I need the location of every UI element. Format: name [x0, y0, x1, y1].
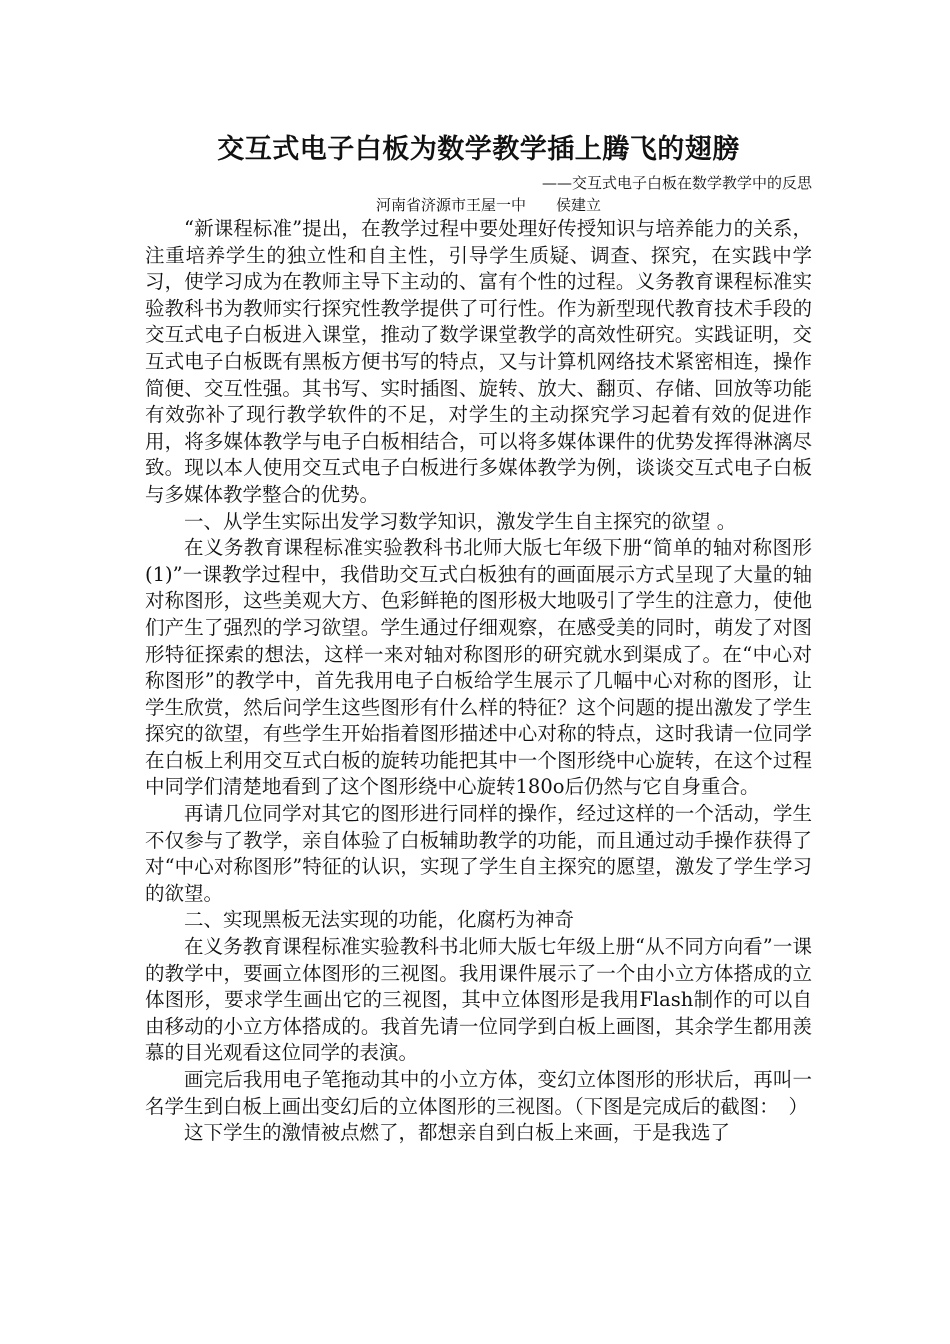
section-heading-1: 一、从学生实际出发学习数学知识，激发学生自主探究的欲望 。	[184, 509, 737, 533]
paragraph-section1-a: 在义务教育课程标准实验教科书北师大版七年级下册“简单的轴对称图形(1)”一课教学过程中，我借助交互式白板独有的画面展示方式呈现了大量的轴对称图形，这些美观大方、色彩鲜艳的图形极大地吸引了学生的注意力，使他们产生了强烈的学习欲望。学生通过仔细观察，在感受美的同时，萌发了对图形特征探索的想法，这样一来对轴对称图形的研究就水到渠成了。在“中心对称图形”的教学中，首先我用电子白板给学生展示了几幅中心对称的图形，让学生欣赏，然后问学生这些图形有什么样的特征？这个问题的提出激发了学生探究的欲望，有些学生开始指着图形描述中心对称的特点，这时我请一位同学在白板上利用交互式白板的旋转功能把其中一个图形绕中心旋转，在这个过程中同学们清楚地看到了这个图形绕中心旋转180o后仍然与它自身重合。	[145, 536, 812, 799]
document-title: 交互式电子白板为数学教学插上腾飞的翅膀	[217, 134, 740, 165]
document-page	[145, 128, 812, 1147]
document-subtitle: ——交互式电子白板在数学教学中的反思	[541, 174, 812, 192]
document-body	[145, 216, 812, 1147]
paragraph-section2-a: 在义务教育课程标准实验教科书北师大版七年级上册“从不同方向看”一课的教学中，要画立体图形的三视图。我用课件展示了一个由小立方体搭成的立体图形，要求学生画出它的三视图，其中立体图形是我用Flash制作的可以自由移动的小立方体搭成的。我首先请一位同学到白板上画图，其余学生都用羡慕的目光观看这位同学的表演。	[145, 935, 812, 1065]
author-line: 河南省济源市王屋一中 侯建立	[375, 196, 601, 214]
section-heading-2: 二、实现黑板无法实现的功能，化腐朽为神奇	[184, 908, 575, 932]
paragraph-section2-b: 画完后我用电子笔拖动其中的小立方体，变幻立体图形的形状后，再叫一名学生到白板上画出变幻后的立体图形的三视图。（下图是完成后的截图： ）	[145, 1068, 812, 1118]
paragraph-section1-b: 再请几位同学对其它的图形进行同样的操作，经过这样的一个活动，学生不仅参与了教学，亲自体验了白板辅助教学的功能，而且通过动手操作获得了对“中心对称图形”特征的认识，实现了学生自主探究的愿望，激发了学生学习的欲望。	[145, 802, 812, 905]
paragraph-intro: “新课程标准”提出，在教学过程中要处理好传授知识与培养能力的关系，注重培养学生的独立性和自主性，引导学生质疑、调查、探究，在实践中学习，使学习成为在教师主导下主动的、富有个性的过程。义务教育课程标准实验教科书为教师实行探究性教学提供了可行性。作为新型现代教育技术手段的交互式电子白板进入课堂，推动了数学课堂教学的高效性研究。实践证明，交互式电子白板既有黑板方便书写的特点，又与计算机网络技术紧密相连，操作简便、交互性强。其书写、实时插图、旋转、放大、翻页、存储、回放等功能有效弥补了现行教学软件的不足，对学生的主动探究学习起着有效的促进作用，将多媒体教学与电子白板相结合，可以将多媒体课件的优势发挥得淋漓尽致。现以本人使用交互式电子白板进行多媒体教学为例，谈谈交互式电子白板与多媒体教学整合的优势。	[145, 217, 812, 506]
paragraph-section2-c: 这下学生的激情被点燃了，都想亲自到白板上来画，于是我选了	[184, 1121, 731, 1145]
